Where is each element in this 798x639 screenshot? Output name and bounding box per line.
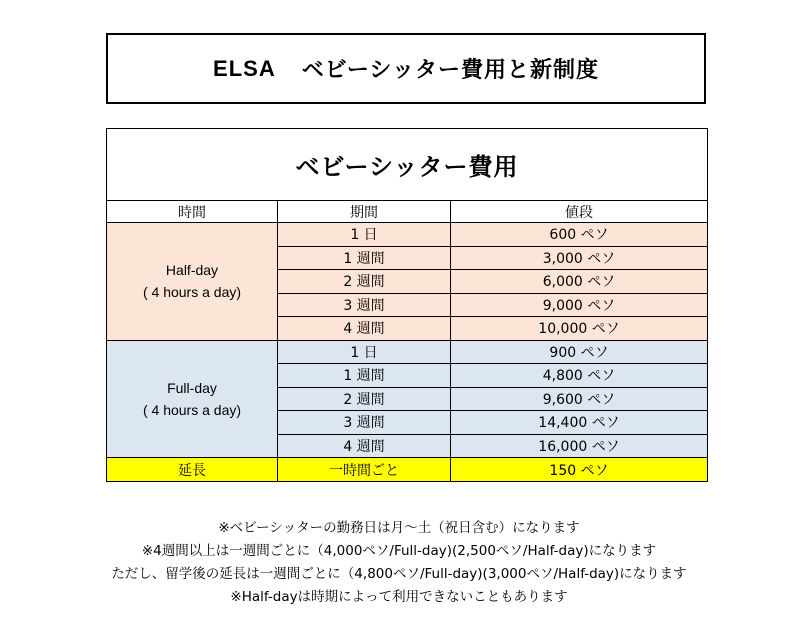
note-line: ただし、留学後の延長は一週間ごとに（4,800ペソ/Full-day)(3,000ペソ/Half-day)になります [111, 566, 687, 582]
price-cell: 6,000 ペソ [451, 270, 708, 294]
period-cell: 2 週間 [278, 387, 451, 411]
price-cell: 600 ペソ [451, 223, 708, 247]
full-day-label [107, 340, 278, 458]
price-cell: 14,400 ペソ [451, 411, 708, 435]
note-line: ※Half-dayは時期によって利用できないこともあります [230, 589, 568, 605]
price-cell: 4,800 ペソ [451, 364, 708, 388]
price-cell: 9,600 ペソ [451, 387, 708, 411]
period-cell: 1 日 [278, 223, 451, 247]
period-cell: 3 週間 [278, 293, 451, 317]
period-cell: 1 週間 [278, 364, 451, 388]
table-caption-row [107, 129, 708, 201]
page-title [106, 33, 706, 104]
price-cell: 9,000 ペソ [451, 293, 708, 317]
half-day-label-line1: Half-day [165, 262, 219, 279]
period-cell: 2 週間 [278, 270, 451, 294]
price-cell: 10,000 ペソ [451, 317, 708, 341]
price-cell: 3,000 ペソ [451, 246, 708, 270]
price-cell: 900 ペソ [451, 340, 708, 364]
title-text: ベビーシッター費用と新制度 [301, 58, 599, 83]
full-day-label-line1: Full-day [167, 379, 217, 396]
extension-label: 延長 [107, 458, 278, 482]
extension-period: 一時間ごと [278, 458, 451, 482]
period-cell: 3 週間 [278, 411, 451, 435]
period-cell: 1 週間 [278, 246, 451, 270]
period-cell: 4 週間 [278, 317, 451, 341]
table-header-row [107, 201, 708, 223]
table-caption: ベビーシッター費用 [107, 129, 708, 201]
header-period: 期間 [278, 201, 451, 223]
table-row [107, 223, 708, 247]
extension-price: 150 ペソ [451, 458, 708, 482]
extension-row [107, 458, 708, 482]
period-cell: 1 日 [278, 340, 451, 364]
note-line: ※ベビーシッターの勤務日は月～土（祝日含む）になります [218, 520, 580, 536]
brand-name: ELSA [213, 55, 276, 81]
header-price: 値段 [451, 201, 708, 223]
price-table [106, 128, 708, 482]
note-line: ※4週間以上は一週間ごとに（4,000ペソ/Full-day)(2,500ペソ/Half-day)になります [141, 543, 657, 559]
half-day-label [107, 223, 278, 341]
notes [0, 517, 798, 609]
period-cell: 4 週間 [278, 434, 451, 458]
price-cell: 16,000 ペソ [451, 434, 708, 458]
price-table-container [106, 128, 707, 482]
half-day-label-line2: ( 4 hours a day) [142, 284, 242, 301]
header-time: 時間 [107, 201, 278, 223]
full-day-label-line2: ( 4 hours a day) [142, 401, 242, 418]
table-row [107, 340, 708, 364]
